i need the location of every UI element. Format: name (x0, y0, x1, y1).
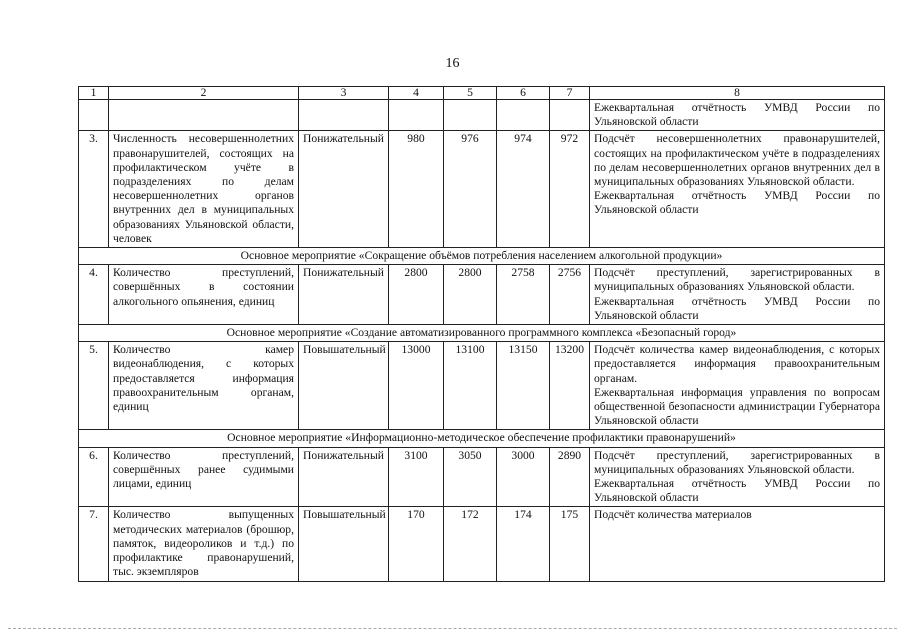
row-number: 5. (79, 342, 109, 430)
cell-empty (550, 100, 590, 131)
column-number-row (79, 87, 885, 100)
indicator-value: 976 (444, 131, 497, 248)
indicator-value: 13000 (389, 342, 444, 430)
page-number: 16 (445, 56, 460, 71)
section-title: Основное мероприятие «Сокращение объёмов потребления населением алкогольной продукции» (79, 248, 885, 265)
source-paragraph: Подсчёт несовершеннолетних правонарушителей, состоящих на профилактическом учёте в подразделениях по делам несовершеннолетних органов внутренних дел в муниципальных образованиях Ульяновской области. (594, 132, 880, 189)
indicator-value: 2758 (497, 265, 550, 325)
source-paragraph: Ежеквартальная отчётность УМВД России по Ульяновской области (594, 294, 880, 322)
section-title: Основное мероприятие «Создание автоматизированного программного комплекса «Безопасный город» (79, 325, 885, 342)
cell-empty (444, 100, 497, 131)
cell-empty (389, 100, 444, 131)
column-number: 5 (444, 87, 497, 100)
indicator-value: 974 (497, 131, 550, 248)
indicator-value: 13150 (497, 342, 550, 430)
indicator-value: 980 (389, 131, 444, 248)
indicator-value: 172 (444, 507, 497, 581)
source-cell (590, 131, 885, 248)
indicator-name: Количество камер видеонаблюдения, с которых предоставляется информация правоохранительным органам, единиц (109, 342, 299, 430)
column-number: 3 (299, 87, 389, 100)
source-paragraph: Подсчёт преступлений, зарегистрированных в муниципальных образованиях Ульяновской области. (594, 448, 880, 476)
indicator-direction: Понижательный (299, 131, 389, 248)
row-number: 4. (79, 265, 109, 325)
cell-empty (299, 100, 389, 131)
indicator-value: 13200 (550, 342, 590, 430)
row-number: 7. (79, 507, 109, 581)
indicator-value: 2756 (550, 265, 590, 325)
column-number: 1 (79, 87, 109, 100)
indicator-name: Количество выпущенных методических материалов (брошюр, памяток, видеороликов и т.д.) по профилактике правонарушений, тыс. экземпляров (109, 507, 299, 581)
indicator-row (79, 342, 885, 430)
column-number: 7 (550, 87, 590, 100)
indicator-value: 13100 (444, 342, 497, 430)
cell-empty (109, 100, 299, 131)
indicator-direction: Понижательный (299, 447, 389, 507)
column-number: 6 (497, 87, 550, 100)
source-cell (590, 447, 885, 507)
indicator-direction: Понижательный (299, 265, 389, 325)
indicator-row (79, 131, 885, 248)
source-cell (590, 342, 885, 430)
column-number: 8 (590, 87, 885, 100)
source-paragraph: Подсчёт количества материалов (594, 508, 752, 522)
section-row (79, 430, 885, 447)
cell-empty (497, 100, 550, 131)
indicator-name: Количество преступлений, совершённых в состоянии алкогольного опьянения, единиц (109, 265, 299, 325)
indicator-value: 175 (550, 507, 590, 581)
table-body (79, 87, 885, 582)
source-cell (590, 507, 885, 581)
row-number: 3. (79, 131, 109, 248)
source-paragraph: Ежеквартальная отчётность УМВД России по Ульяновской области (594, 189, 880, 217)
indicator-value: 2890 (550, 447, 590, 507)
continuation-row (79, 100, 885, 131)
section-row (79, 325, 885, 342)
indicator-value: 972 (550, 131, 590, 248)
source-paragraph: Подсчёт преступлений, зарегистрированных в муниципальных образованиях Ульяновской области. (594, 266, 880, 294)
page-bottom-edge (8, 628, 897, 629)
indicator-row (79, 447, 885, 507)
source-cell: Ежеквартальная отчётность УМВД России по Ульяновской области (590, 100, 885, 131)
indicator-direction: Повышательный (299, 507, 389, 581)
indicator-value: 2800 (444, 265, 497, 325)
section-title: Основное мероприятие «Информационно-методическое обеспечение профилактики правонарушений» (79, 430, 885, 447)
indicator-value: 3100 (389, 447, 444, 507)
row-number: 6. (79, 447, 109, 507)
column-number: 2 (109, 87, 299, 100)
indicator-value: 3050 (444, 447, 497, 507)
source-cell (590, 265, 885, 325)
indicators-table (78, 86, 885, 582)
indicator-row (79, 265, 885, 325)
indicator-value: 3000 (497, 447, 550, 507)
indicator-name: Количество преступлений, совершённых ранее судимыми лицами, единиц (109, 447, 299, 507)
source-paragraph: Ежеквартальная информация управления по вопросам общественной безопасности администрации Губернатора Ульяновской области (594, 385, 880, 428)
indicator-value: 174 (497, 507, 550, 581)
source-paragraph: Подсчёт количества камер видеонаблюдения, с которых предоставляется информация правоохранительным органам. (594, 343, 880, 385)
indicator-value: 170 (389, 507, 444, 581)
section-row (79, 248, 885, 265)
indicator-name: Численность несовершеннолетних правонарушителей, состоящих на профилактическом учёте в подразделениях по делам несовершеннолетних органов внутренних дел в муниципальных образованиях Ульяновской области, человек (109, 131, 299, 248)
indicator-direction: Повышательный (299, 342, 389, 430)
indicator-value: 2800 (389, 265, 444, 325)
source-paragraph: Ежеквартальная отчётность УМВД России по Ульяновской области (594, 477, 880, 505)
indicator-row (79, 507, 885, 581)
cell-empty (79, 100, 109, 131)
column-number: 4 (389, 87, 444, 100)
